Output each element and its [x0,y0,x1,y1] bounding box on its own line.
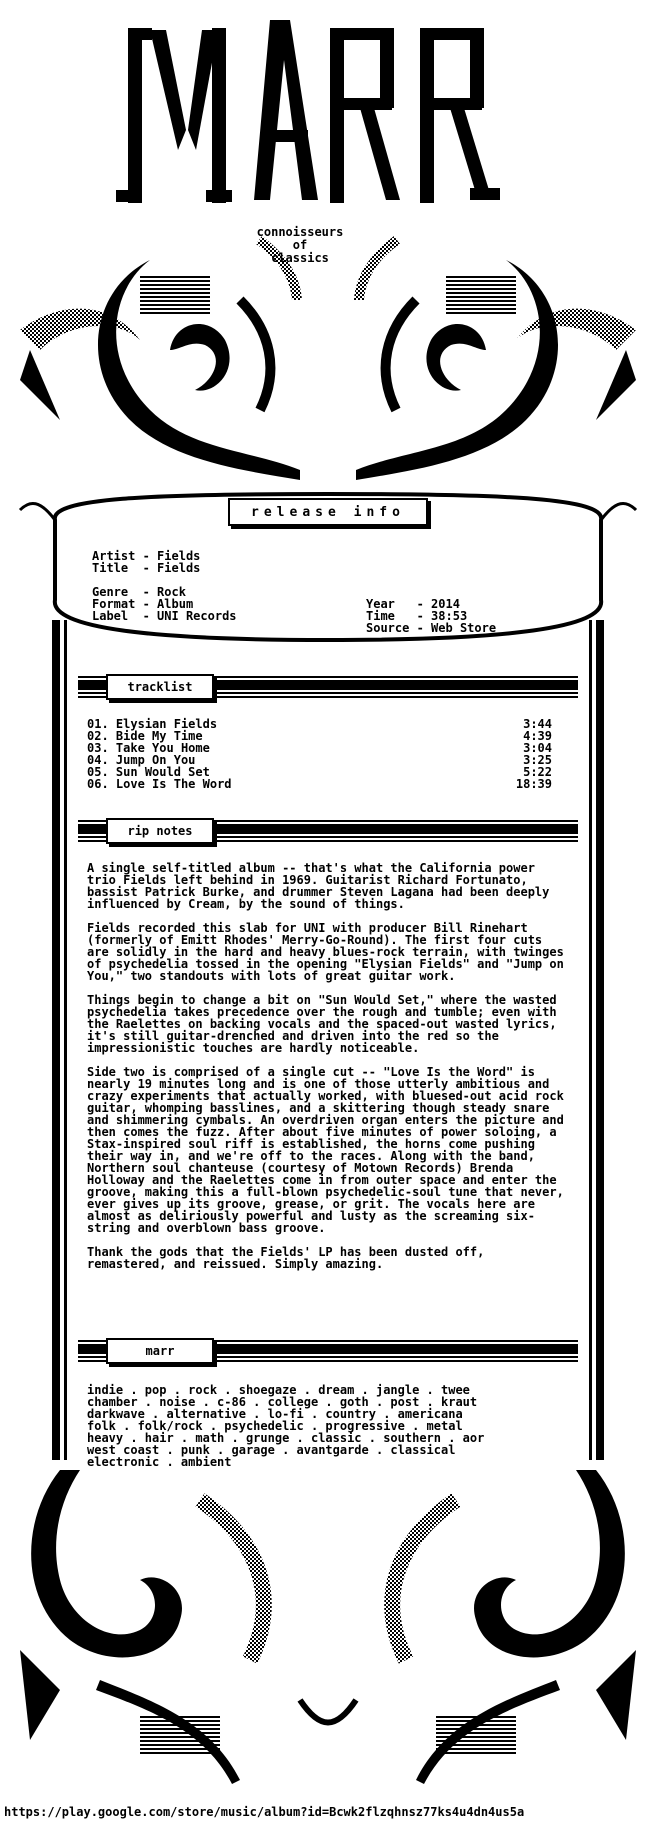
info-key: Title [92,561,136,575]
info-value: Rock [157,585,186,599]
tracklist-label: tracklist [106,674,214,700]
info-value: 38:53 [431,609,468,623]
tag-line: electronic . ambient [87,1455,232,1469]
track-row: 02. Bide My Time 4:39 [87,729,552,743]
track-time: 18:39 [515,777,552,791]
subtitle-line: classics [271,251,329,265]
tag-line: heavy . hair . math . grunge . classic . southern . aor [87,1431,485,1445]
tag-line: folk . folk/rock . psychedelic . progressive . metal [87,1419,463,1433]
track-time: 3:44 [523,717,552,731]
tag-line: chamber . noise . c-86 . college . goth . post . kraut [87,1395,478,1409]
tag-line: indie . pop . rock . shoegaze . dream . jangle . twee [87,1383,470,1397]
track-row: 05. Sun Would Set 5:22 [87,765,552,779]
info-key: Label [92,609,136,623]
marr-logo [116,20,500,203]
marr-header [78,1340,578,1362]
info-key: Year [366,597,410,611]
track-time: 3:25 [523,753,552,767]
rip-notes-header [78,820,578,842]
info-row-title: Title - Fields [92,561,201,575]
info-row-format-time: Format - Album Time - 38:53 [92,597,468,623]
release-info-grid [92,538,552,635]
source-url[interactable]: https://play.google.com/store/music/album?id=Bcwk2flzqhnsz77ks4u4dn4us5a [4,1805,525,1819]
track-time: 4:39 [523,729,552,743]
info-row-genre-year: Genre - Rock Year - 2014 [92,585,460,611]
info-key: Artist [92,549,136,563]
rip-notes-body [87,862,567,1282]
rip-notes-label: rip notes [106,818,214,844]
track-row: 03. Take You Home 3:04 [87,741,552,755]
info-key: Format [92,597,136,611]
tracklist [87,718,552,790]
tag-line: west coast . punk . garage . avantgarde . classical [87,1443,456,1457]
track-row: 06. Love Is The Word 18:39 [87,777,552,791]
track-time: 3:04 [523,741,552,755]
info-value: Fields [157,561,201,575]
note-paragraph: Side two is comprised of a single cut -- "Love Is the Word" is nearly 19 minutes long and is one of those utterly ambitious and crazy experiments that actually worked, with bluesed-out acid rock guitar, whomping basslines, and a skittering though steady snare and shimmering cymbals. An overdriven organ enters the picture and then comes the fuzz. After about five minutes of power soloing, a Stax-inspired soul riff is established, the horns come pushing their way in, and we're off to the races. Along with the band, Northern soul chanteuse (courtesy of Motown Records) Brenda Holloway and the Raelettes come in from outer space and enter the groove, making this a full-blown psychedelic-soul tune that never, ever gives up its groove, grease, or grit. The vocals here are almost as deliriously powerful and lusty as the screaming six-string and overblown bass groove. [87,1065,564,1235]
note-paragraph: A single self-titled album -- that's what the California power trio Fields left behind in 1969. Guitarist Richard Fortunato, bassist Patrick Burke, and drummer Steven Lagana had been deeply influenced by Cream, by the sound of things. [87,861,550,911]
note-paragraph: Fields recorded this slab for UNI with producer Bill Rinehart (formerly of Emitt Rhodes' Merry-Go-Round). The first four cuts are solidly in the hard and heavy blues-rock terrain, with twinges of psychedelia tossed in the opening "Elysian Fields" and "Jump on You," two standouts with lots of great guitar work. [87,921,564,983]
info-key: Time [366,609,410,623]
info-value: Album [157,597,194,611]
info-value: 2014 [431,597,460,611]
top-ornament [20,236,636,480]
tag-line: darkwave . alternative . lo-fi . country . americana [87,1407,463,1421]
info-value: Web Store [431,621,497,635]
track-row: 01. Elysian Fields 3:44 [87,717,552,731]
info-key: Source [366,621,410,635]
info-value: UNI Records [157,609,237,623]
track-row: 04. Jump On You 3:25 [87,753,552,767]
note-paragraph: Thank the gods that the Fields' LP has been dusted off, remastered, and reissued. Simply amazing. [87,1245,485,1271]
info-row-label-source: Label - UNI Records Source - Web Store [92,609,497,635]
logo-subtitle [230,226,370,265]
release-info-label: release info [228,498,428,526]
subtitle-line: of [292,238,308,252]
marr-label: marr [106,1338,214,1364]
note-paragraph: Things begin to change a bit on "Sun Would Set," where the wasted psychedelia takes precedence over the rough and tumble; even with the Raelettes on backing vocals and the spaced-out wasted lyrics, it's still guitar-drenched and driven into the red so the impressionistic touches are hardly noticeable. [87,993,557,1055]
subtitle-line: connoisseurs [256,225,344,239]
info-value: Fields [157,549,201,563]
bottom-ornament [20,1470,636,1784]
track-time: 5:22 [523,765,552,779]
genre-tags [87,1384,567,1468]
info-row-artist: Artist - Fields [92,549,201,563]
tracklist-header [78,676,578,698]
info-key: Genre [92,585,136,599]
